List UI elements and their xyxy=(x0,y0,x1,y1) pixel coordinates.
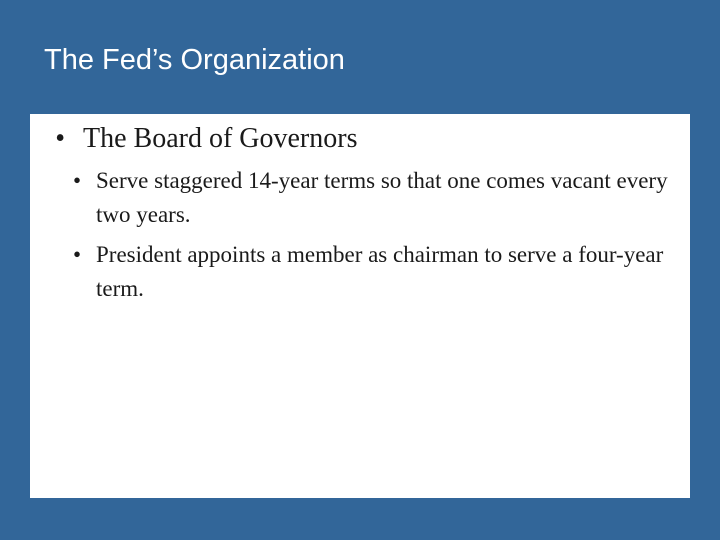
bullet-dot-icon: • xyxy=(72,168,81,193)
bullet-dot-icon: • xyxy=(55,123,65,154)
bullet-level2-staggered-terms xyxy=(30,164,680,232)
bullet-level1-board-of-governors xyxy=(30,120,357,158)
bullet-text: Serve staggered 14-year terms so that one comes vacant every two years. xyxy=(96,168,668,227)
slide-title: The Fed’s Organization xyxy=(44,44,345,76)
bullet-level2-chairman-appointment xyxy=(30,238,680,306)
bullet-dot-icon: • xyxy=(72,242,81,267)
content-panel xyxy=(30,114,690,498)
bullet-text: The Board of Governors xyxy=(83,123,358,154)
bullet-text: President appoints a member as chairman to serve a four-year term. xyxy=(96,242,664,301)
